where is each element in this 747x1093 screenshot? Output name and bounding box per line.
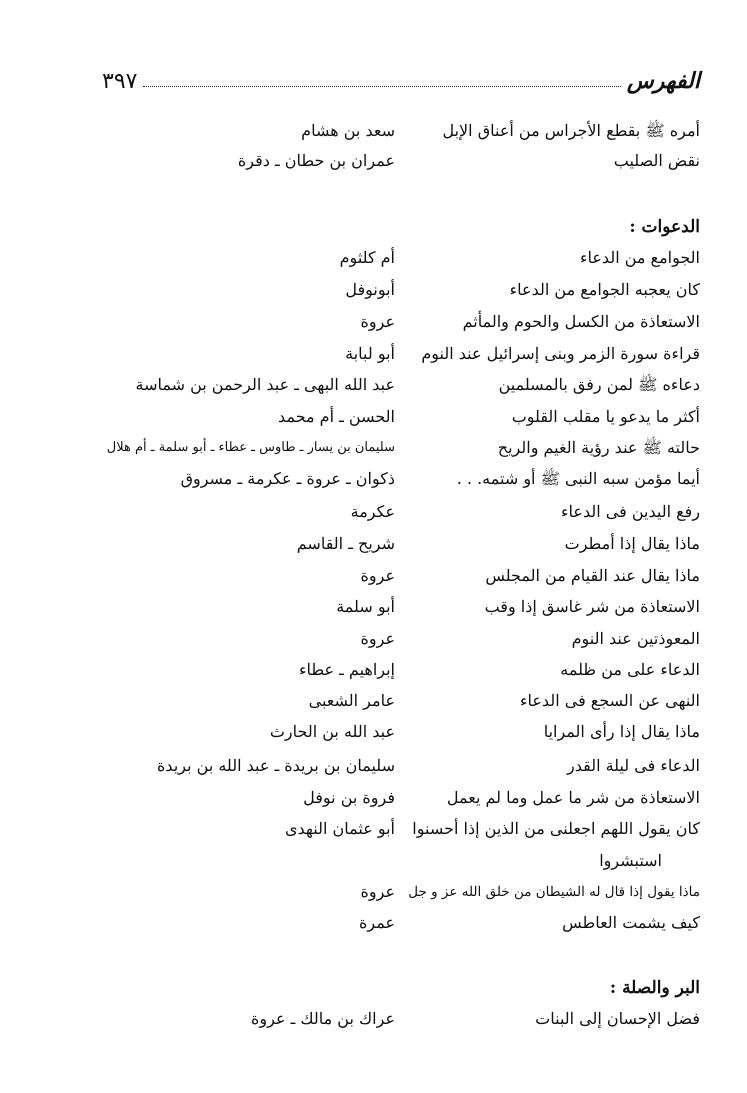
topic-text: نقض الصليب: [613, 151, 700, 170]
narrators-text: أبو لبابة: [345, 344, 395, 363]
topic-text: ماذا يقال إذا أمطرت: [564, 534, 700, 553]
topic-text: أيما مؤمن سبه النبى ﷺ أو شتمه. . .: [456, 469, 700, 488]
topic-text: الجوامع من الدعاء: [579, 248, 700, 267]
narrators-text: سليمان بن يسار ـ طاوس ـ عطاء ـ أبو سلمة ـ أم هلال: [106, 440, 395, 455]
index-row: [60, 655, 700, 685]
narrators-text: عبد الله بن الحارث: [269, 722, 395, 741]
index-row: [60, 561, 700, 591]
narrators-text: سليمان بن بريدة ـ عبد الله بن بريدة: [157, 756, 395, 775]
index-row: [60, 464, 700, 494]
index-row: [60, 370, 700, 400]
narrators-text: أبو عثمان النهدى: [284, 819, 395, 838]
index-row: [60, 339, 700, 369]
topic-text: قراءة سورة الزمر وبنى إسرائيل عند النوم: [421, 344, 700, 363]
narrators-text: الحسن ـ أم محمد: [278, 407, 395, 426]
index-row: [60, 1004, 700, 1034]
index-row: [60, 624, 700, 654]
narrators-text: عروة: [360, 629, 395, 648]
index-row: [60, 275, 700, 305]
index-row: [60, 783, 700, 813]
page-number: ٣٩٧: [102, 69, 138, 94]
index-row: [60, 497, 700, 527]
index-row: [60, 402, 700, 432]
narrators-text: أبو سلمة: [336, 597, 395, 616]
index-row: [60, 751, 700, 781]
page-header: [102, 60, 700, 96]
index-row-continuation: [60, 846, 662, 876]
narrators-text: شريح ـ القاسم: [296, 534, 395, 553]
narrators-text: عراك بن مالك ـ عروة: [251, 1009, 395, 1028]
narrators-text: عروة: [360, 566, 395, 585]
topic-text: كان يقول اللهم اجعلنى من الذين إذا أحسنوا: [412, 819, 700, 838]
index-row: [60, 529, 700, 559]
topic-text: كان يعجبه الجوامع من الدعاء: [509, 280, 700, 299]
page-title: الفهرس: [626, 68, 700, 94]
narrators-text: عروة: [360, 312, 395, 331]
topic-text: الاستعاذة من شر غاسق إذا وقب: [484, 597, 700, 616]
narrators-text: عمران بن حطان ـ دقرة: [237, 151, 395, 170]
narrators-text: ذكوان ـ عروة ـ عكرمة ـ مسروق: [180, 469, 395, 488]
topic-text: المعوذتين عند النوم: [571, 629, 700, 648]
topic-text: كيف يشمت العاطس: [562, 913, 700, 932]
topic-text: أمره ﷺ بقطع الأجراس من أعناق الإبل: [442, 121, 700, 140]
topic-text: ماذا يقال إذا رأى المرايا: [543, 722, 700, 741]
index-row: [60, 592, 700, 622]
topic-text: رفع اليدين فى الدعاء: [561, 502, 700, 521]
topic-text: ماذا يقال عند القيام من المجلس: [485, 566, 700, 585]
narrators-text: سعد بن هشام: [301, 121, 395, 140]
index-row: [60, 243, 700, 273]
index-row: [60, 116, 700, 146]
topic-text: النهى عن السجع فى الدعاء: [519, 691, 700, 710]
index-row: [60, 908, 700, 938]
index-row: [60, 307, 700, 337]
section-heading-daawat: الدعوات :: [629, 217, 700, 237]
header-dotted-rule: [143, 86, 620, 87]
narrators-text: عروة: [360, 882, 395, 901]
index-row: [60, 877, 700, 907]
topic-text: استبشروا: [599, 851, 662, 870]
topic-text: أكثر ما يدعو يا مقلب القلوب: [511, 407, 700, 426]
topic-text: حالته ﷺ عند رؤية الغيم والريح: [497, 438, 700, 457]
narrators-text: أم كلثوم: [339, 248, 395, 267]
narrators-text: عمرة: [358, 913, 395, 932]
topic-text: الاستعاذة من الكسل والحوم والمأثم: [462, 312, 700, 331]
index-row: [60, 146, 700, 176]
narrators-text: فروة بن نوفل: [303, 788, 395, 807]
topic-text: فضل الإحسان إلى البنات: [535, 1009, 700, 1028]
index-row: [60, 814, 700, 844]
narrators-text: عامر الشعبى: [308, 691, 395, 710]
narrators-text: عبد الله البهى ـ عبد الرحمن بن شماسة: [135, 375, 395, 394]
index-row: [60, 686, 700, 716]
topic-text: ماذا يقول إذا قال له الشيطان من خلق الله عز و جل: [408, 884, 700, 900]
topic-text: دعاءه ﷺ لمن رفق بالمسلمين: [498, 375, 700, 394]
section-heading-birr: البر والصلة :: [609, 978, 700, 998]
topic-text: الدعاء على من ظلمه: [560, 660, 700, 679]
narrators-text: عكرمة: [350, 502, 395, 521]
narrators-text: إبراهيم ـ عطاء: [298, 660, 395, 679]
index-row: [60, 717, 700, 747]
topic-text: الدعاء فى ليلة القدر: [566, 756, 700, 775]
index-row: [60, 433, 700, 463]
topic-text: الاستعاذة من شر ما عمل وما لم يعمل: [446, 788, 700, 807]
narrators-text: أبونوفل: [345, 280, 395, 299]
